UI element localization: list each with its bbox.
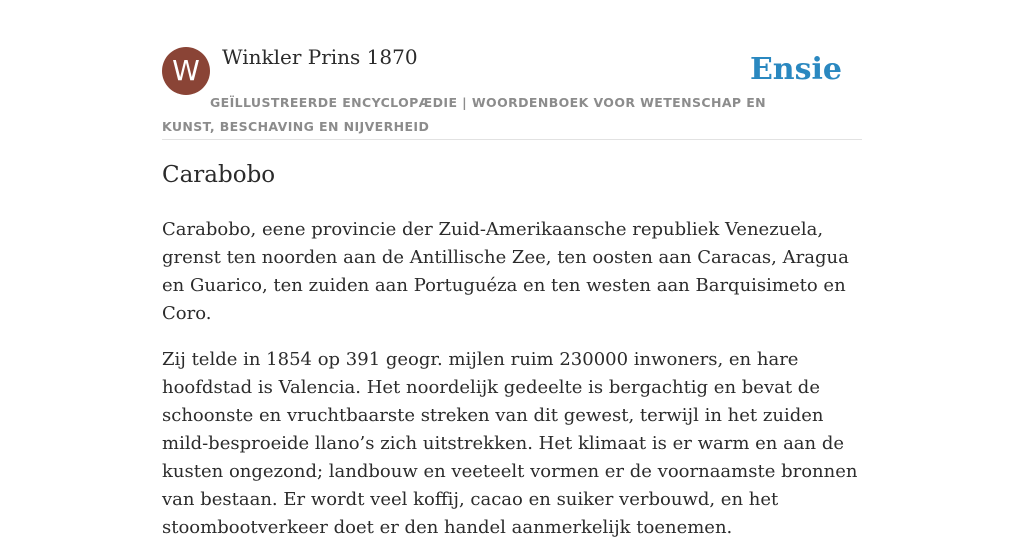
article-paragraph: Carabobo, eene provincie der Zuid-Amerikaansche republiek Venezuela, grenst ten noorden aan de Antillische Zee, ten oosten aan Caracas, Aragua en Guarico, ten zuiden aan Portuguéza en ten westen aan Barquisimeto en Coro. — [162, 219, 849, 324]
source-avatar[interactable]: W — [162, 47, 210, 95]
article-paragraph: Zij telde in 1854 op 391 geogr. mijlen ruim 230000 inwoners, en hare hoofdstad is Valencia. Het noordelijk gedeelte is bergachtig en bevat de schoonste en vruchtbaarste streken van dit gewest, terwijl in het zuiden mild-besproeide llano’s zich uitstrekken. Het klimaat is er warm en aan de kusten ongezond; landbouw en veeteelt vormen er de voornaamste bronnen van bestaan. Er wordt veel koffij, cacao en suiker verbouwd, en het stoombootverkeer doet er den handel aanmerkelijk toenemen. — [162, 349, 858, 538]
source-subtitle: GEÏLLUSTREERDE ENCYCLOPÆDIE | WOORDENBOEK VOOR WETENSCHAP EN KUNST, BESCHAVING EN NIJVERHEID — [162, 95, 767, 134]
article-body — [162, 216, 862, 560]
article-title: Carabobo — [162, 162, 276, 188]
source-header — [162, 0, 862, 140]
page — [162, 0, 862, 538]
brand-logo-link[interactable]: Ensie — [749, 52, 842, 87]
source-title[interactable]: Winkler Prins 1870 — [222, 45, 418, 69]
